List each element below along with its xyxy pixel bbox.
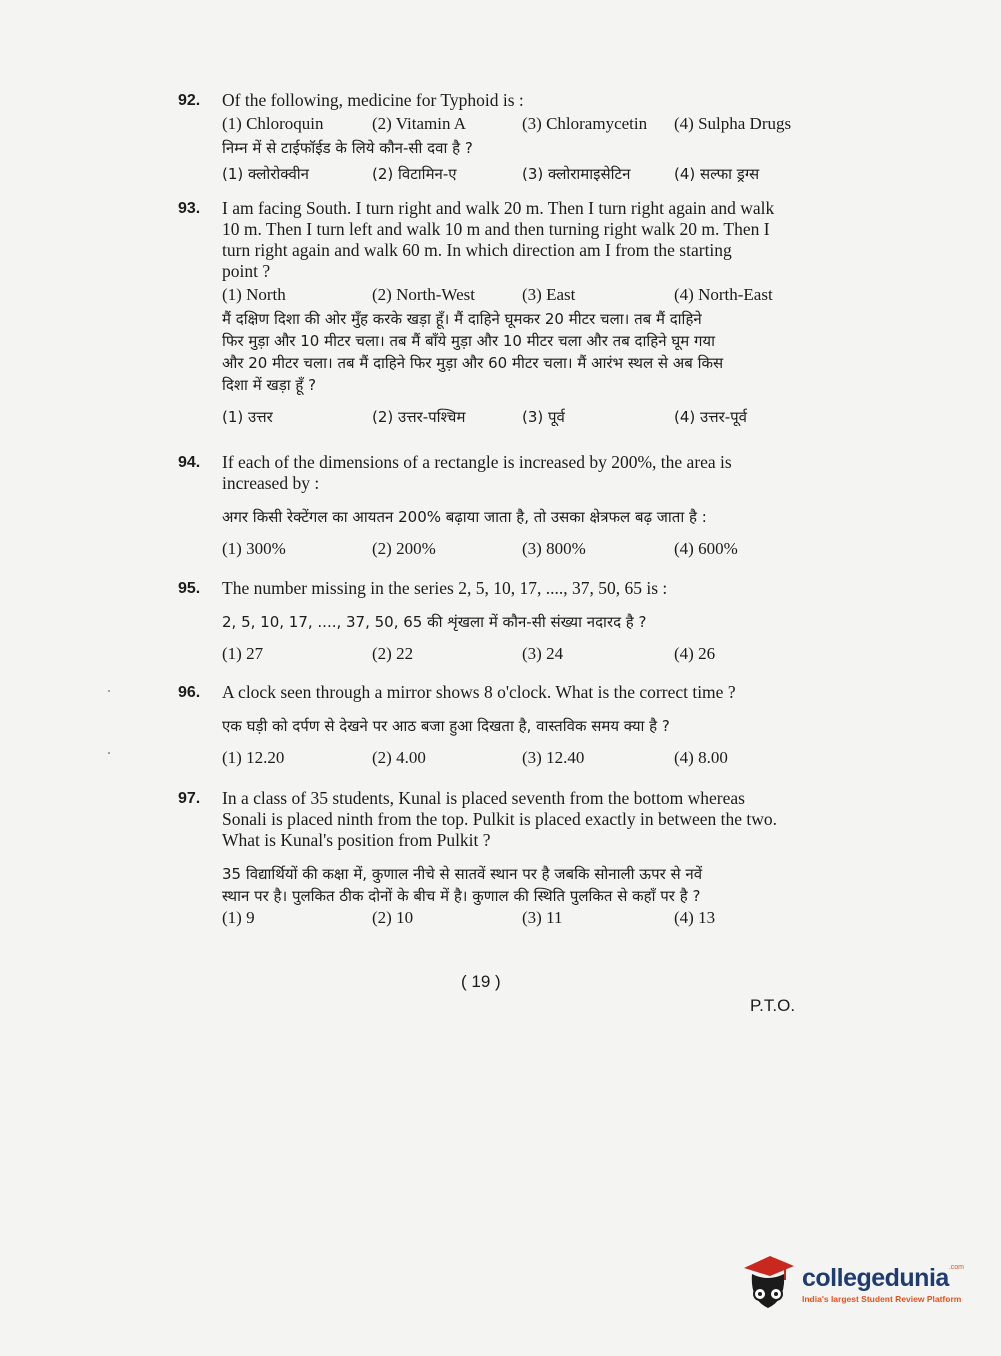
question-text-en-line-2: 10 m. Then I turn left and walk 10 m and then turning right walk 20 m. Then I	[222, 219, 770, 239]
pto-label: P.T.O.	[750, 996, 796, 1015]
question-text-en: The number missing in the series 2, 5, 10, 17, ...., 37, 50, 65 is :	[222, 578, 668, 598]
question-92	[178, 90, 828, 187]
question-text-hi-line-2: फिर मुड़ा और 10 मीटर चला। तब मैं बाँये मुड़ा और 10 मीटर चला और तब दाहिने घूम गया	[222, 332, 715, 350]
question-text-hi: 2, 5, 10, 17, ...., 37, 50, 65 की शृंखला में कौन-सी संख्या नदारद है ?	[222, 613, 647, 631]
question-number: 94.	[178, 454, 201, 471]
question-94	[178, 452, 828, 562]
question-text-en: A clock seen through a mirror shows 8 o'clock. What is the correct time ?	[222, 682, 736, 702]
question-text-hi-line-2: स्थान पर है। पुलकित ठीक दोनों के बीच में है। कुणाल की स्थिति पुलकित से कहाँ पर है ?	[222, 887, 701, 905]
options-hi	[222, 163, 828, 185]
options	[222, 907, 828, 929]
question-text-en: Of the following, medicine for Typhoid is :	[222, 90, 524, 110]
option-1: (1) 9	[222, 908, 255, 927]
logo-superscript: .com	[948, 1264, 964, 1271]
options	[222, 538, 828, 560]
option-3: (3) 11	[522, 908, 563, 927]
option-1: (1) 300%	[222, 539, 286, 558]
question-number: 92.	[178, 92, 201, 109]
question-text-hi: निम्न में से टाईफॉईड के लिये कौन-सी दवा है ?	[222, 139, 473, 157]
option-1: (1) Chloroquin	[222, 114, 324, 133]
option-4: (4) Sulpha Drugs	[674, 114, 792, 133]
scan-speck	[108, 690, 110, 692]
option-4: (4) 13	[674, 908, 716, 927]
question-text-hi-line-4: दिशा में खड़ा हूँ ?	[222, 376, 317, 394]
option-2: (2) 22	[372, 644, 414, 663]
option-2: (2) विटामिन-ए	[372, 165, 457, 183]
question-text-hi-line-3: और 20 मीटर चला। तब मैं दाहिने फिर मुड़ा और 60 मीटर चला। मैं आरंभ स्थल से अब किस	[222, 354, 724, 372]
option-1: (1) 27	[222, 644, 264, 663]
option-2: (2) 4.00	[372, 748, 426, 767]
option-1: (1) North	[222, 285, 286, 304]
option-4: (4) 600%	[674, 539, 738, 558]
student-mascot-icon	[740, 1252, 796, 1316]
question-text-en-line-3: What is Kunal's position from Pulkit ?	[222, 830, 491, 850]
options-hi	[222, 406, 828, 428]
question-text-hi-line-1: 35 विद्यार्थियों की कक्षा में, कुणाल नीचे से सातवें स्थान पर है जबकि सोनाली ऊपर से नवें	[222, 865, 703, 883]
option-3: (3) 800%	[522, 539, 586, 558]
question-93	[178, 198, 828, 430]
scan-speck	[108, 752, 110, 754]
option-3: (3) 12.40	[522, 748, 585, 767]
option-1: (1) क्लोरोक्वीन	[222, 165, 309, 183]
option-3: (3) पूर्व	[522, 408, 565, 426]
question-text-en-line-4: point ?	[222, 261, 271, 281]
option-3: (3) East	[522, 285, 576, 304]
page-number: ( 19 )	[461, 972, 501, 991]
question-number: 96.	[178, 684, 201, 701]
logo-tagline: India's largest Student Review Platform	[802, 1294, 962, 1304]
option-4: (4) सल्फा ड्रग्स	[674, 165, 760, 183]
option-1: (1) 12.20	[222, 748, 285, 767]
options	[222, 747, 828, 769]
question-97	[178, 788, 828, 931]
option-4: (4) 26	[674, 644, 716, 663]
option-3: (3) 24	[522, 644, 564, 663]
question-text-hi-line-1: मैं दक्षिण दिशा की ओर मुँह करके खड़ा हूँ। मैं दाहिने घूमकर 20 मीटर चला। तब मैं दाहिने	[222, 310, 702, 328]
question-text-en-line-1: I am facing South. I turn right and walk 20 m. Then I turn right again and walk	[222, 198, 775, 218]
option-2: (2) North-West	[372, 285, 475, 304]
option-2: (2) 200%	[372, 539, 436, 558]
question-text-en-line-2: Sonali is placed ninth from the top. Pulkit is placed exactly in between the two.	[222, 809, 778, 829]
question-text-en-line-2: increased by :	[222, 473, 320, 493]
option-1: (1) उत्तर	[222, 408, 273, 426]
question-text-en-line-3: turn right again and walk 60 m. In which direction am I from the starting	[222, 240, 732, 260]
option-4: (4) North-East	[674, 285, 773, 304]
question-text-en-line-1: If each of the dimensions of a rectangle is increased by 200%, the area is	[222, 452, 732, 472]
option-2: (2) उत्तर-पश्चिम	[372, 408, 466, 426]
question-96	[178, 682, 828, 771]
collegedunia-logo[interactable]	[740, 1248, 970, 1320]
question-text-hi: अगर किसी रेक्टेंगल का आयतन 200% बढ़ाया जाता है, तो उसका क्षेत्रफल बढ़ जाता है :	[222, 508, 707, 526]
question-text-en-line-1: In a class of 35 students, Kunal is placed seventh from the bottom whereas	[222, 788, 745, 808]
question-number: 97.	[178, 790, 201, 807]
option-3: (3) क्लोरामाइसेटिन	[522, 165, 631, 183]
options-en	[222, 113, 828, 135]
options-en	[222, 284, 828, 306]
option-3: (3) Chloramycetin	[522, 114, 648, 133]
option-2: (2) 10	[372, 908, 414, 927]
logo-name: collegedunia	[802, 1264, 949, 1292]
option-4: (4) 8.00	[674, 748, 728, 767]
question-95	[178, 578, 828, 667]
options	[222, 643, 828, 665]
question-text-hi: एक घड़ी को दर्पण से देखने पर आठ बजा हुआ दिखता है, वास्तविक समय क्या है ?	[222, 717, 670, 735]
question-number: 93.	[178, 200, 201, 217]
option-2: (2) Vitamin A	[372, 114, 467, 133]
option-4: (4) उत्तर-पूर्व	[674, 408, 748, 426]
question-number: 95.	[178, 580, 201, 597]
